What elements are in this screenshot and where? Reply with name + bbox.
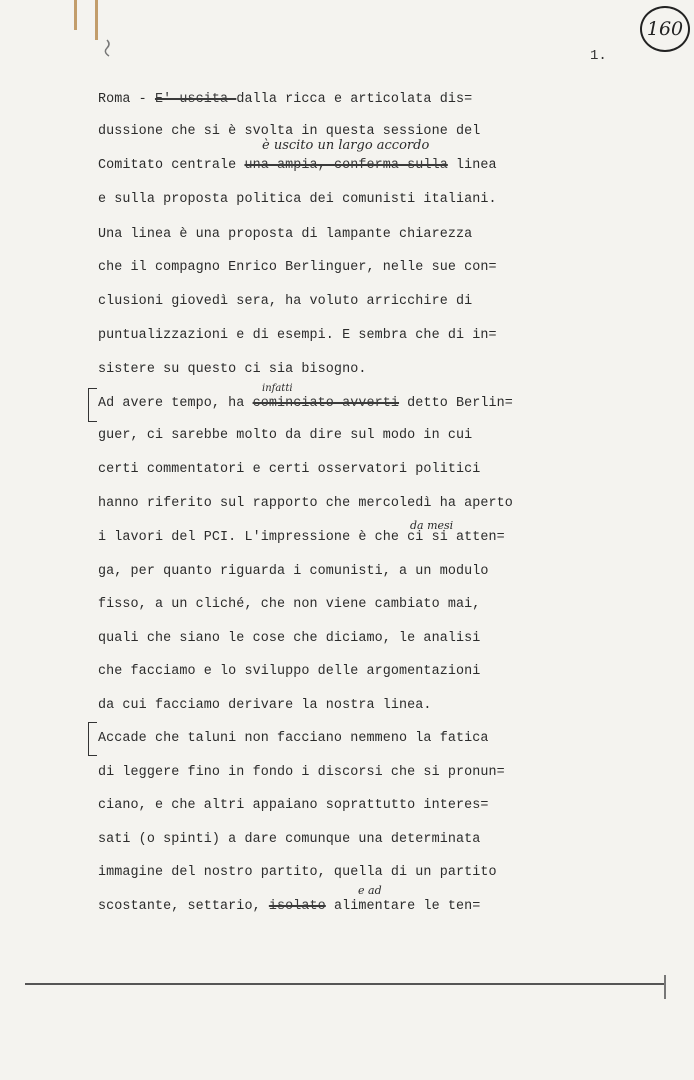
text-line: [98, 158, 497, 173]
typed-text: Accade che taluni non facciano nemmeno la fatica: [98, 731, 489, 746]
text-line: [98, 597, 480, 612]
typed-text: dussione che si è svolta in questa sessione del: [98, 124, 481, 139]
text-line: [98, 496, 513, 511]
text-line: [98, 731, 489, 746]
text-line: [98, 564, 489, 579]
typed-text: clusioni giovedì sera, ha voluto arricchire di: [98, 294, 473, 309]
text-line: [98, 396, 513, 411]
text-line: [98, 328, 497, 343]
typed-text: scostante, settario,: [98, 899, 269, 914]
struck-text: isolato: [268, 899, 326, 914]
handwritten-note-e-ad: e ad: [358, 884, 382, 897]
text-line: [98, 631, 480, 646]
typed-text: Una linea è una proposta di lampante chiarezza: [98, 227, 473, 242]
text-line: [98, 899, 480, 914]
text-line: [98, 260, 497, 275]
typed-text: linea: [447, 158, 497, 173]
text-line: [98, 765, 505, 780]
text-line: [98, 664, 480, 679]
struck-text: E' uscita: [154, 92, 237, 107]
typed-text: fisso, a un cliché, che non viene cambiato mai,: [98, 597, 481, 612]
text-line: [98, 92, 472, 107]
paragraph-bracket: [88, 388, 97, 422]
typed-text: detto Berlin=: [399, 396, 513, 411]
typed-text: certi commentatori e certi osservatori politici: [98, 462, 481, 477]
typed-text: alimentare le ten=: [325, 899, 481, 914]
typed-text: di leggere fino in fondo i discorsi che si pronun=: [98, 765, 505, 780]
text-line: [98, 192, 497, 207]
typed-text: guer, ci sarebbe molto da dire sul modo in cui: [98, 428, 473, 443]
bottom-rule-edge: [664, 975, 666, 999]
bottom-rule: [25, 983, 665, 985]
typed-text: da cui facciamo derivare la nostra linea.: [98, 698, 432, 713]
typed-text: dalla ricca e articolata dis=: [236, 92, 473, 107]
text-line: [98, 124, 480, 139]
typed-text: Ad avere tempo, ha: [98, 396, 253, 411]
struck-text: una ampia, conferma sulla: [244, 158, 448, 173]
typed-text: puntualizzazioni e di esempi. E sembra che di in=: [98, 328, 497, 343]
ink-stain-mark: [72, 0, 112, 60]
handwritten-note-uscito: è uscito un largo accordo: [262, 138, 430, 153]
typed-text: Roma -: [98, 92, 155, 107]
text-line: [98, 530, 505, 545]
typed-text: Comitato centrale: [98, 158, 245, 173]
sheet-number: 1.: [590, 48, 607, 64]
typed-text: che facciamo e lo sviluppo delle argomentazioni: [98, 664, 481, 679]
typed-text: ga, per quanto riguarda i comunisti, a un modulo: [98, 564, 489, 579]
text-line: [98, 798, 489, 813]
text-line: [98, 462, 480, 477]
paragraph-bracket: [88, 722, 97, 756]
text-line: [98, 294, 472, 309]
handwritten-note-da-mesi: da mesi: [410, 519, 454, 532]
typed-text: sistere su questo ci sia bisogno.: [98, 362, 367, 377]
typed-text: hanno riferito sul rapporto che mercoledì ha aperto: [98, 496, 513, 511]
circled-page-number: [640, 6, 690, 52]
text-line: [98, 832, 480, 847]
struck-text: cominciato avverti: [252, 396, 400, 411]
typed-text: quali che siano le cose che diciamo, le analisi: [98, 631, 481, 646]
typed-text: i lavori del PCI. L'impressione è che ci si atten=: [98, 530, 505, 545]
text-line: [98, 865, 497, 880]
typed-text: che il compagno Enrico Berlinguer, nelle sue con=: [98, 260, 497, 275]
text-line: [98, 362, 366, 377]
circled-page-number-text: 160: [646, 18, 684, 40]
handwritten-note-infatti: infatti: [262, 383, 293, 394]
typed-text: ciano, e che altri appaiano soprattutto interes=: [98, 798, 489, 813]
typed-text: e sulla proposta politica dei comunisti italiani.: [98, 192, 497, 207]
typed-text: immagine del nostro partito, quella di un partito: [98, 865, 497, 880]
text-line: [98, 698, 432, 713]
text-line: [98, 428, 472, 443]
text-line: [98, 227, 472, 242]
typed-text: sati (o spinti) a dare comunque una determinata: [98, 832, 481, 847]
